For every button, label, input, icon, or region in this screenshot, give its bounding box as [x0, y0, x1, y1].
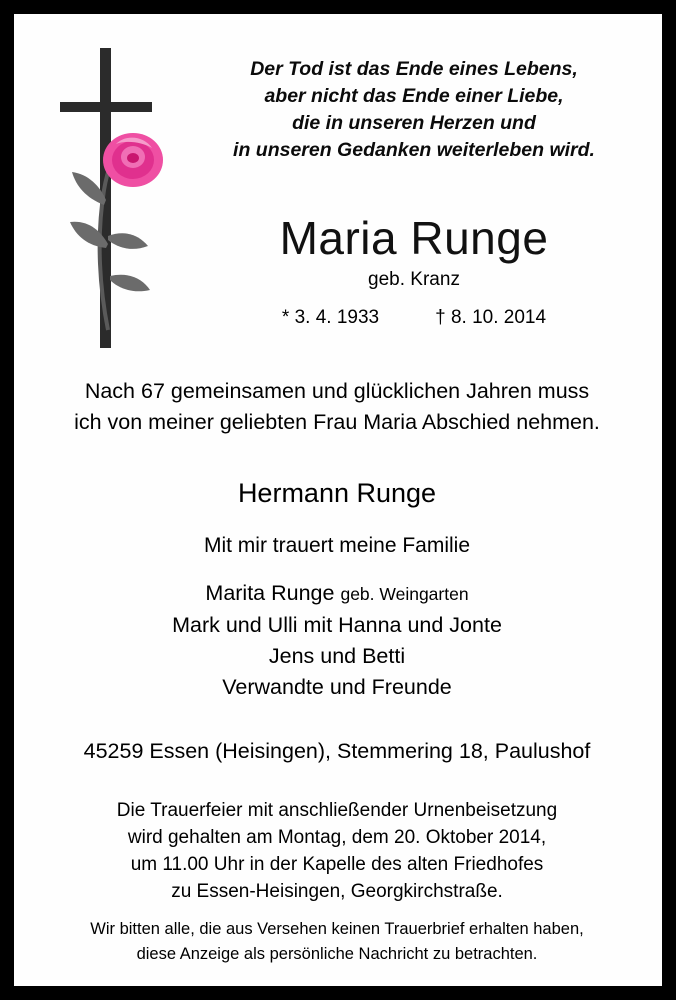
list-item — [28, 610, 646, 641]
family-member-name: Marita Runge — [205, 581, 335, 605]
verse-line: aber nicht das Ende einer Liebe, — [264, 85, 564, 107]
family-intro-text: Mit mir trauert meine Familie — [203, 534, 471, 557]
family-list — [28, 578, 646, 703]
personal-statement — [28, 376, 646, 438]
family-member-name: Verwandte und Freunde — [222, 675, 452, 699]
deceased-block — [184, 210, 644, 330]
death-date: † 8. 10. 2014 — [435, 307, 547, 328]
ceremony-line: Die Trauerfeier mit anschließender Urnenbeisetzung — [116, 800, 558, 821]
verse-line: in unseren Gedanken weiterleben wird. — [233, 139, 595, 161]
cross-icon — [60, 48, 152, 348]
notice-line: diese Anzeige als persönliche Nachricht zu betrachten. — [136, 945, 538, 963]
birth-date: * 3. 4. 1933 — [281, 307, 380, 328]
notice-line: Wir bitten alle, die aus Versehen keinen Trauerbrief erhalten haben, — [90, 920, 584, 938]
verse-line: die in unseren Herzen und — [292, 112, 536, 134]
memorial-verse — [184, 56, 644, 164]
list-item — [28, 641, 646, 672]
list-item — [28, 672, 646, 703]
ceremony-line: um 11.00 Uhr in der Kapelle des alten Friedhofes — [130, 854, 544, 875]
rose-icon — [70, 133, 163, 330]
verse-line: Der Tod ist das Ende eines Lebens, — [250, 58, 578, 80]
deceased-maiden-name: geb. Kranz — [368, 269, 460, 290]
closing-notice — [28, 917, 646, 967]
deceased-name: Maria Runge — [279, 212, 549, 264]
statement-line: ich von meiner geliebten Frau Maria Abschied nehmen. — [74, 410, 600, 434]
ceremony-line: wird gehalten am Montag, dem 20. Oktober 2014, — [127, 827, 547, 848]
ceremony-line: zu Essen-Heisingen, Georgkirchstraße. — [171, 881, 503, 902]
list-item — [28, 578, 646, 610]
main-mourner-name: Hermann Runge — [237, 478, 437, 508]
ceremony-details — [28, 797, 646, 905]
address-line: 45259 Essen (Heisingen), Stemmering 18, Paulushof — [83, 739, 591, 763]
statement-line: Nach 67 gemeinsamen und glücklichen Jahren muss — [84, 379, 590, 403]
family-member-name: Mark und Ulli mit Hanna und Jonte — [172, 613, 502, 637]
life-dates — [184, 306, 644, 330]
family-member-name: Jens und Betti — [268, 644, 406, 668]
family-member-suffix: geb. Weingarten — [340, 584, 469, 604]
obituary-inner — [14, 14, 662, 986]
